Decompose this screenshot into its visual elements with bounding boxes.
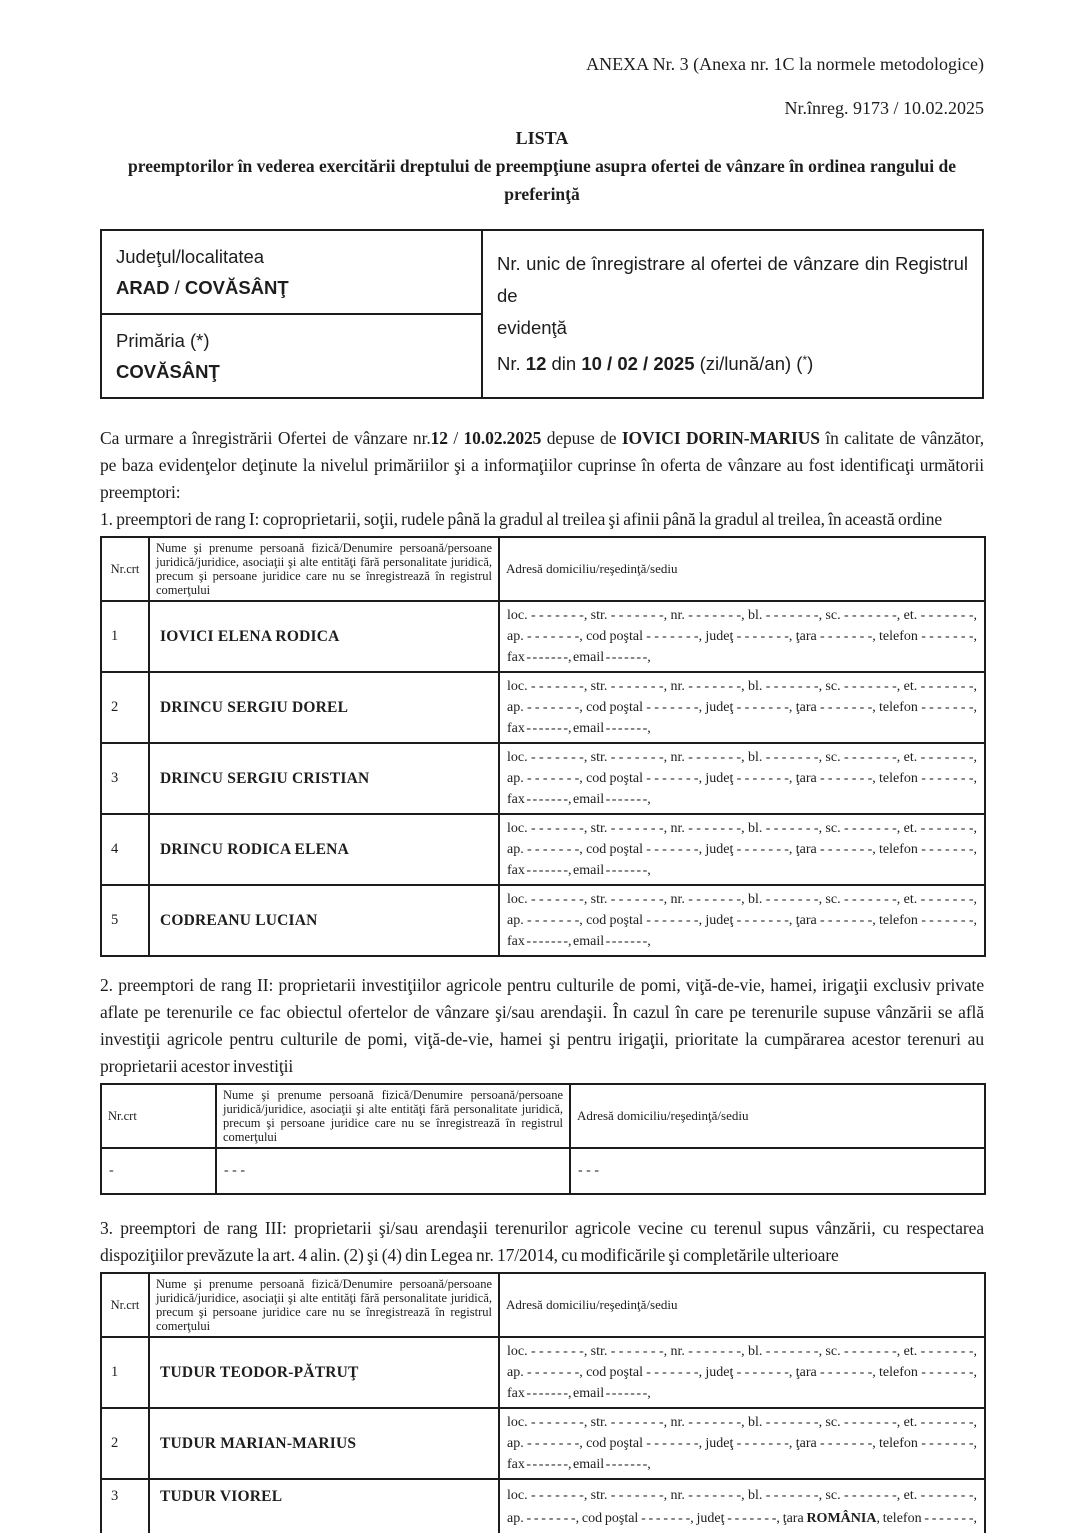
- address-line2: ap. - - - - - - -, cod poştal - - - - - - -, judeţ - - - - - - -, ţara - - - - - - -, telefon - - - - - - -,: [507, 913, 977, 928]
- judet-label: Judeţul/localitatea: [116, 246, 265, 267]
- registry-date-suffix: (zi/lună/an) (: [694, 353, 803, 374]
- intro-text: în calitate de vânzător,: [819, 428, 985, 448]
- offer-number: 12: [430, 428, 448, 448]
- page-subtitle: [100, 152, 984, 208]
- judet-value-locality: COVĂSÂNŢ: [184, 277, 289, 298]
- registry-din: din: [546, 353, 582, 374]
- rank1-table: [100, 536, 986, 957]
- page-subtitle-line1: preemptorilor în vederea exercitării dreptului de preempţiune asupra ofertei de vânzare în ordinea rangului de: [128, 156, 956, 176]
- row-number: 1: [101, 601, 149, 672]
- preemptor-name: - - -: [216, 1148, 570, 1194]
- address-line3: fax - - - - - - -, email - - - - - - -,: [507, 934, 651, 949]
- intro-text: Ca urmare a înregistrării Ofertei de vânzare nr.: [100, 428, 431, 448]
- address-line2: ap. - - - - - - -, cod poştal - - - - - - -, judeţ - - - - - - -, ţara - - - - - - -, telefon - - - - - - -,: [507, 1436, 977, 1451]
- rank1-heading: 1. preemptori de rang I: coproprietarii, soţii, rudele până la gradul al treilea şi afinii până la gradul al treilea, în această ordine: [100, 509, 943, 529]
- preemptor-address: - - -: [570, 1148, 985, 1194]
- preemptor-address: [499, 1337, 985, 1408]
- intro-line1: [100, 425, 984, 452]
- page-title: LISTA: [515, 128, 569, 148]
- column-header-nr: Nr.crt: [101, 537, 149, 601]
- address-line3: fax - - - - - - -, email - - - - - - -,: [507, 1386, 651, 1401]
- rank3-heading: [100, 1215, 984, 1269]
- registry-date-value: 10 / 02 / 2025: [581, 353, 695, 374]
- judet-value-county: ARAD: [116, 277, 170, 298]
- address-line2: ap. - - - - - - -, cod poştal - - - - - - -, judeţ - - - - - - -, ţara - - - - - - -, telefon - - - - - - -,: [507, 629, 977, 644]
- preemptor-address: [499, 743, 985, 814]
- judet-cell: [101, 230, 482, 314]
- rank2-heading-line4: proprietarii acestor investiţii: [100, 1056, 294, 1076]
- column-header-nr: Nr.crt: [101, 1273, 149, 1337]
- rank2-table: [100, 1083, 986, 1195]
- page-subtitle-line2: preferinţă: [504, 184, 580, 204]
- rank1-header-row: [101, 537, 985, 601]
- address-country: ROMÂNIA: [806, 1511, 877, 1526]
- primaria-value: COVĂSÂNŢ: [116, 361, 220, 382]
- address-line2: [507, 1507, 977, 1530]
- rank2-heading: [100, 972, 984, 1080]
- primaria-label: Primăria (*): [116, 330, 210, 351]
- preemptor-address: [499, 1479, 985, 1533]
- address-line2: ap. - - - - - - -, cod poştal - - - - - - -, judeţ - - - - - - -, ţara - - - - - - -, telefon - - - - - - -,: [507, 700, 977, 715]
- info-table: [100, 229, 984, 399]
- intro-text: /: [447, 428, 464, 448]
- table-row: [101, 672, 985, 743]
- preemptor-address: [499, 814, 985, 885]
- intro-paragraph: [100, 425, 984, 533]
- address-line1: loc. - - - - - - -, str. - - - - - - -, nr. - - - - - - -, bl. - - - - - - -, sc. - - - - - - -, et. - - - - - - -,: [507, 892, 977, 907]
- registry-nr-value: 12: [525, 353, 547, 374]
- preemptor-address: [499, 601, 985, 672]
- seller-name: IOVICI DORIN-MARIUS: [621, 428, 820, 448]
- table-row: [101, 743, 985, 814]
- preemptor-name: DRINCU SERGIU CRISTIAN: [149, 743, 499, 814]
- address-line3: fax - - - - - - -, email - - - - - - -,: [507, 863, 651, 878]
- rank3-table: [100, 1272, 986, 1533]
- registration-number-line: Nr.înreg. 9173 / 10.02.2025: [784, 98, 984, 118]
- rank2-heading-line2: aflate pe terenurile ce fac obiectul ofertelor de vânzare şi/sau arendaşii. În cazul în care pe terenurile supuse vânzării se află: [100, 1002, 984, 1022]
- intro-text: depuse de: [541, 428, 622, 448]
- registry-paren-close: ): [807, 353, 814, 374]
- column-header-address: Adresă domiciliu/reşedinţă/sediu: [499, 537, 985, 601]
- table-row: [101, 885, 985, 956]
- registry-number-line: [497, 344, 968, 380]
- column-header-address: Adresă domiciliu/reşedinţă/sediu: [499, 1273, 985, 1337]
- anexa-reference: ANEXA Nr. 3 (Anexa nr. 1C la normele metodologice): [586, 54, 984, 74]
- judet-value: [116, 272, 467, 303]
- address-text: ap. - - - - - - -, cod poştal - - - - - - -, judeţ - - - - - - -, ţara: [507, 1511, 807, 1526]
- table-row: [101, 1148, 985, 1194]
- address-line1: loc. - - - - - - -, str. - - - - - - -, nr. - - - - - - -, bl. - - - - - - -, sc. - - - - - - -, et. - - - - - - -,: [507, 1344, 977, 1359]
- row-number: 3: [101, 743, 149, 814]
- preemptor-name: TUDUR VIOREL: [149, 1479, 499, 1533]
- registry-footnote-star: *: [802, 353, 808, 367]
- registry-label-line1: Nr. unic de înregistrare al ofertei de vânzare din Registrul de: [497, 253, 968, 306]
- row-number: 3: [101, 1479, 149, 1533]
- address-line2: ap. - - - - - - -, cod poştal - - - - - - -, judeţ - - - - - - -, ţara - - - - - - -, telefon - - - - - - -,: [507, 771, 977, 786]
- preemptor-address: [499, 672, 985, 743]
- registry-nr-prefix: Nr.: [497, 353, 526, 374]
- preemptor-name: TUDUR MARIAN-MARIUS: [149, 1408, 499, 1479]
- address-line1: loc. - - - - - - -, str. - - - - - - -, nr. - - - - - - -, bl. - - - - - - -, sc. - - - - - - -, et. - - - - - - -,: [507, 750, 977, 765]
- row-number: -: [101, 1148, 216, 1194]
- address-line3: fax - - - - - - -, email - - - - - - -,: [507, 650, 651, 665]
- address-line1: loc. - - - - - - -, str. - - - - - - -, nr. - - - - - - -, bl. - - - - - - -, sc. - - - - - - -, et. - - - - - - -,: [507, 1488, 977, 1503]
- intro-line2: pe baza evidenţelor deţinute la nivelul primăriilor şi a informaţiilor cuprinse în oferta de vânzare au fost identificaţi următorii: [100, 455, 984, 475]
- address-line3: fax - - - - - - -, email - - - - - - -,: [507, 721, 651, 736]
- rank3-heading-line2: dispoziţiilor prevăzute la art. 4 alin. (2) şi (4) din Legea nr. 17/2014, cu modificările şi completările ulterioare: [100, 1245, 839, 1265]
- row-number: 4: [101, 814, 149, 885]
- preemptor-name: IOVICI ELENA RODICA: [149, 601, 499, 672]
- row-number: 5: [101, 885, 149, 956]
- row-number: 2: [101, 1408, 149, 1479]
- table-row: [101, 1408, 985, 1479]
- table-row: [101, 601, 985, 672]
- address-line3: fax - - - - - - -, email - - - - - - -,: [507, 1457, 651, 1472]
- preemptor-name: TUDUR TEODOR-PĂTRUŢ: [149, 1337, 499, 1408]
- row-number: 2: [101, 672, 149, 743]
- address-text: , telefon - - - - - - -,: [876, 1511, 977, 1526]
- table-row: [101, 1337, 985, 1408]
- rank3-header-row: [101, 1273, 985, 1337]
- address-line1: loc. - - - - - - -, str. - - - - - - -, nr. - - - - - - -, bl. - - - - - - -, sc. - - - - - - -, et. - - - - - - -,: [507, 679, 977, 694]
- column-header-address: Adresă domiciliu/reşedinţă/sediu: [570, 1084, 985, 1148]
- column-header-nr: Nr.crt: [101, 1084, 216, 1148]
- registry-label-line2: evidenţă: [497, 317, 567, 338]
- rank2-heading-line1: 2. preemptori de rang II: proprietarii investiţiilor agricole pentru culturile de pomi, viţă-de-vie, hamei, irigaţii exclusiv private: [100, 975, 984, 995]
- offer-date: 10.02.2025: [463, 428, 542, 448]
- primaria-cell: [101, 314, 482, 398]
- address-line2: ap. - - - - - - -, cod poştal - - - - - - -, judeţ - - - - - - -, ţara - - - - - - -, telefon - - - - - - -,: [507, 1365, 977, 1380]
- rank2-header-row: [101, 1084, 985, 1148]
- column-header-name: Nume şi prenume persoană fizică/Denumire persoană/persoane juridică/juridice, asociaţii şi alte entităţi fără personalitate juridică, precum şi persoane juridice care nu se înregistrează în registrul comerţului: [149, 537, 499, 601]
- registry-cell: [482, 230, 983, 398]
- preemptor-name: CODREANU LUCIAN: [149, 885, 499, 956]
- address-line3: fax - - - - - - -, email - - - - - - -,: [507, 792, 651, 807]
- address-line1: loc. - - - - - - -, str. - - - - - - -, nr. - - - - - - -, bl. - - - - - - -, sc. - - - - - - -, et. - - - - - - -,: [507, 1415, 977, 1430]
- address-line1: loc. - - - - - - -, str. - - - - - - -, nr. - - - - - - -, bl. - - - - - - -, sc. - - - - - - -, et. - - - - - - -,: [507, 821, 977, 836]
- preemptor-name: DRINCU SERGIU DOREL: [149, 672, 499, 743]
- judet-separator: /: [169, 277, 185, 298]
- intro-line3: preemptori:: [100, 482, 181, 502]
- preemptor-name: DRINCU RODICA ELENA: [149, 814, 499, 885]
- preemptor-address: [499, 1408, 985, 1479]
- rank2-heading-line3: investiţii agricole pentru culturile de pomi, viţă-de-vie, hamei şi pentru irigaţii, prioritate la cumpărarea acestor terenuri au: [100, 1029, 984, 1049]
- address-line1: loc. - - - - - - -, str. - - - - - - -, nr. - - - - - - -, bl. - - - - - - -, sc. - - - - - - -, et. - - - - - - -,: [507, 608, 977, 623]
- column-header-name: Nume şi prenume persoană fizică/Denumire persoană/persoane juridică/juridice, asociaţii şi alte entităţi fără personalitate juridică, precum şi persoane juridice care nu se înregistrează în registrul comerţului: [149, 1273, 499, 1337]
- info-row-judet: [101, 230, 983, 314]
- table-row: [101, 814, 985, 885]
- table-row: [101, 1479, 985, 1533]
- column-header-name: Nume şi prenume persoană fizică/Denumire persoană/persoane juridică/juridice, asociaţii şi alte entităţi fără personalitate juridică, precum şi persoane juridice care nu se înregistrează în registrul comerţului: [216, 1084, 570, 1148]
- rank3-heading-line1: 3. preemptori de rang III: proprietarii şi/sau arendaşii terenurilor agricole vecine cu terenul supus vânzării, cu respectarea: [100, 1218, 984, 1238]
- address-line2: ap. - - - - - - -, cod poştal - - - - - - -, judeţ - - - - - - -, ţara - - - - - - -, telefon - - - - - - -,: [507, 842, 977, 857]
- preemptor-address: [499, 885, 985, 956]
- row-number: 1: [101, 1337, 149, 1408]
